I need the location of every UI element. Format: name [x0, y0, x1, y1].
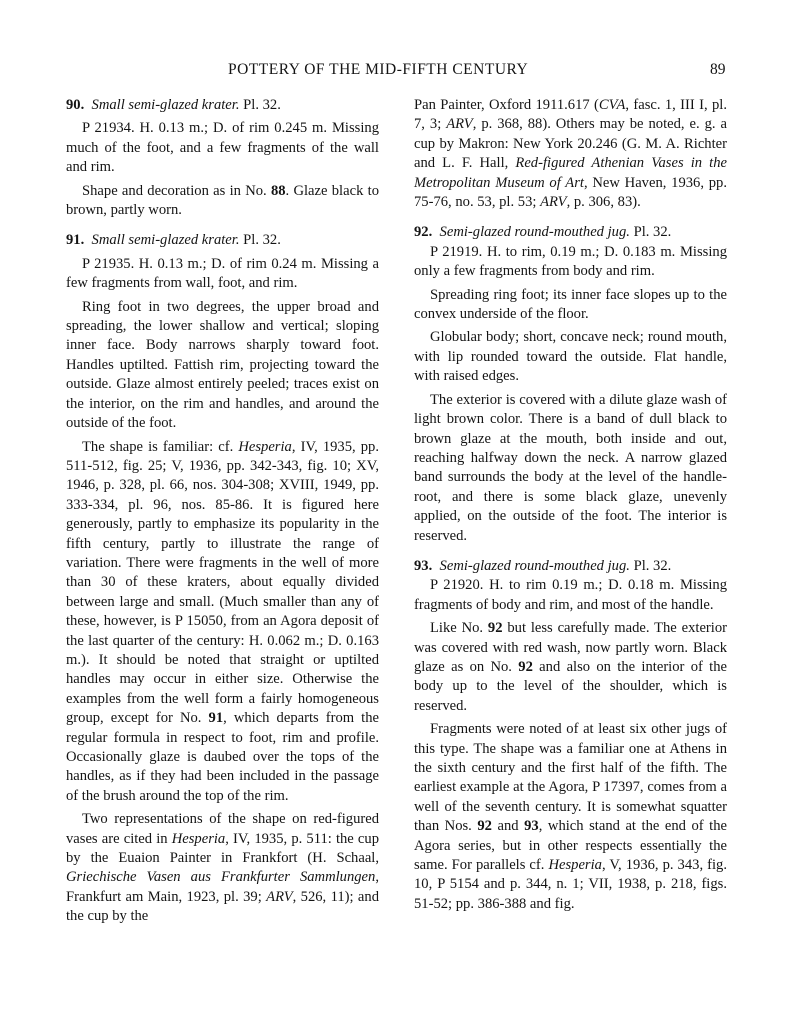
cross-reference: 91: [208, 710, 224, 727]
cross-reference: 93: [524, 818, 539, 835]
running-head: [0, 60, 792, 82]
entry-description: Ring foot in two degrees, the upper broad and spreading, the lower shallow and vertical; sloping inner face. Body narrows sharply toward foot. Handles uptilted. Fattish rim, projecting toward the outside. Glaze almost entirely peeled; traces exist on the interior, on the rim and handles, and around the outside of the foot.: [66, 298, 379, 432]
cross-reference: 92: [518, 658, 533, 675]
journal-title: ARV: [266, 888, 293, 905]
plate-reference: Pl. 32.: [633, 557, 672, 574]
plate-reference: Pl. 32.: [633, 224, 672, 241]
entry-92: [414, 223, 727, 546]
journal-title: Hesperia: [548, 857, 602, 874]
entry-90: [66, 96, 379, 220]
journal-title: Hesperia: [171, 830, 226, 847]
entry-discussion: Fragments were noted of at least six other jugs of this type. The shape was a familiar one at Athens in the sixth century and the first half of the fifth. The earliest example at the Agora, P 17397, comes from a well of the seventh century. It is somewhat squatter than Nos. 92 and 93, which stand at the end of the Agora series, but in other respects essentially the same. For parallels cf. Hesperia, V, 1936, p. 343, fig. 10, P 5154 and p. 344, n. 1; VII, 1938, p. 218, figs. 51-52; pp. 386-388 and fig.: [414, 721, 728, 912]
plate-reference: Pl. 32.: [243, 97, 281, 113]
book-title: Red-figured Athenian Vases in the Metropolitan Museum of Art: [414, 155, 727, 191]
entry-measurements: P 21919. H. to rim, 0.19 m.; D. 0.183 m. Missing only a few fragments from body and rim.: [414, 243, 727, 280]
entry-description: The exterior is covered with a dilute glaze wash of light brown color. There is a band of dull black to brown glaze at the mouth, both inside and out, reaching halfway down the neck. A narrow glazed band surrounds the body at the level of the handle-root, and there is some black glaze, unevenly applied, on the outside of the foot. The interior is reserved.: [414, 391, 727, 544]
entry-number: 90.: [66, 97, 85, 113]
entry-number: 92.: [414, 224, 433, 241]
entry-title: Semi-glazed round-mouthed jug.: [439, 557, 630, 574]
entry-discussion: The shape is familiar: cf. Hesperia, IV, 1935, pp. 511-512, fig. 25; V, 1936, pp. 342-343, fig. 10; XV, 1946, p. 328, pl. 66, nos. 304-308; XVIII, 1949, pp. 333-334, pl. 96, nos. 85-86. It is figured here generously, partly to emphasize its popularity in the fifth century, partly to illustrate the range of variation. There were fragments in the well of more than 30 of these kraters, about equally divided between large and small. (Much smaller than any of these, however, is P 15050, from an Agora deposit of the last quarter of the century: H. 0.062 m.; D. 0.163 m.). It should be noted that straight or uptilted handles may occur in either size. Otherwise the examples from the well form a fairly homogeneous group, except for No. 91, which departs from the regular formula in respect to foot, rim and profile. Occasionally glaze is daubed over the tops of the handles, as if they had been included in the passage of the brush around the top of the rim.: [66, 438, 379, 804]
entry-description: Spreading ring foot; its inner face slopes up to the convex underside of the floor.: [414, 286, 727, 323]
book-title: Griechische Vasen aus Frankfurter Sammlungen: [66, 869, 376, 886]
journal-title: ARV: [446, 116, 473, 133]
entry-measurements: P 21934. H. 0.13 m.; D. of rim 0.245 m. Missing much of the foot, and a few fragments of the wall and rim.: [66, 120, 379, 176]
journal-title: CVA: [598, 97, 626, 113]
entry-91: [66, 231, 379, 926]
entry-heading: [66, 231, 379, 250]
entry-93: [414, 557, 727, 914]
journal-title: ARV: [540, 194, 567, 211]
entry-discussion: Two representations of the shape on red-figured vases are cited in Hesperia, IV, 1935, p. 511: the cup by the Euaion Painter in Frankfort (H. Schaal, Griechische Vasen aus Frankfurter Sammlungen, Frankfurt am Main, 1923, pl. 39; ARV, 526, 11); and the cup by the: [66, 811, 379, 925]
cross-reference: 92: [487, 620, 503, 637]
entry-title: Small semi-glazed krater.: [91, 232, 240, 249]
entry-heading: [414, 223, 727, 242]
continued-text: Pan Painter, Oxford 1911.617 (CVA, fasc. 1, III I, pl. 7, 3; ARV, p. 368, 88). Others may be noted, e. g. a cup by Makron: New York 20.246 (G. M. A. Richter and L. F. Hall, Red-figured Athenian Vases in the Metropolitan Museum of Art, New Haven, 1936, pp. 75-76, no. 53, pl. 53; ARV, p. 306, 83).: [414, 97, 728, 211]
plate-reference: Pl. 32.: [243, 232, 281, 249]
entry-description: Globular body; short, concave neck; round mouth, with lip rounded toward the outside. Flat handle, with raised edges.: [414, 329, 727, 385]
entry-number: 91.: [66, 232, 85, 249]
cross-reference: 88: [270, 182, 286, 199]
entry-heading: [414, 557, 727, 576]
entry-title: Semi-glazed round-mouthed jug.: [439, 224, 630, 241]
journal-title: Hesperia: [238, 438, 292, 455]
right-column: [414, 96, 727, 914]
entry-description: Like No. 92 but less carefully made. The exterior was covered with red wash, now partly worn. Black glaze as on No. 92 and also on the interior of the body up to the level of the shoulder, which is reserved.: [414, 620, 728, 714]
entry-title: Small semi-glazed krater.: [91, 97, 240, 113]
entry-heading: [66, 96, 379, 115]
left-column: [66, 96, 379, 927]
entry-number: 93.: [414, 557, 433, 574]
running-head-title: POTTERY OF THE MID-FIFTH CENTURY: [228, 61, 529, 78]
page-number: 89: [710, 61, 726, 78]
entry-measurements: P 21935. H. 0.13 m.; D. of rim 0.24 m. Missing a few fragments from wall, foot, and rim.: [66, 255, 379, 292]
entry-description: Shape and decoration as in No. 88. Glaze black to brown, partly worn.: [66, 182, 379, 219]
entry-measurements: P 21920. H. to rim 0.19 m.; D. 0.18 m. Missing fragments of body and rim, and most of the handle.: [414, 577, 727, 613]
cross-reference: 92: [477, 818, 492, 835]
